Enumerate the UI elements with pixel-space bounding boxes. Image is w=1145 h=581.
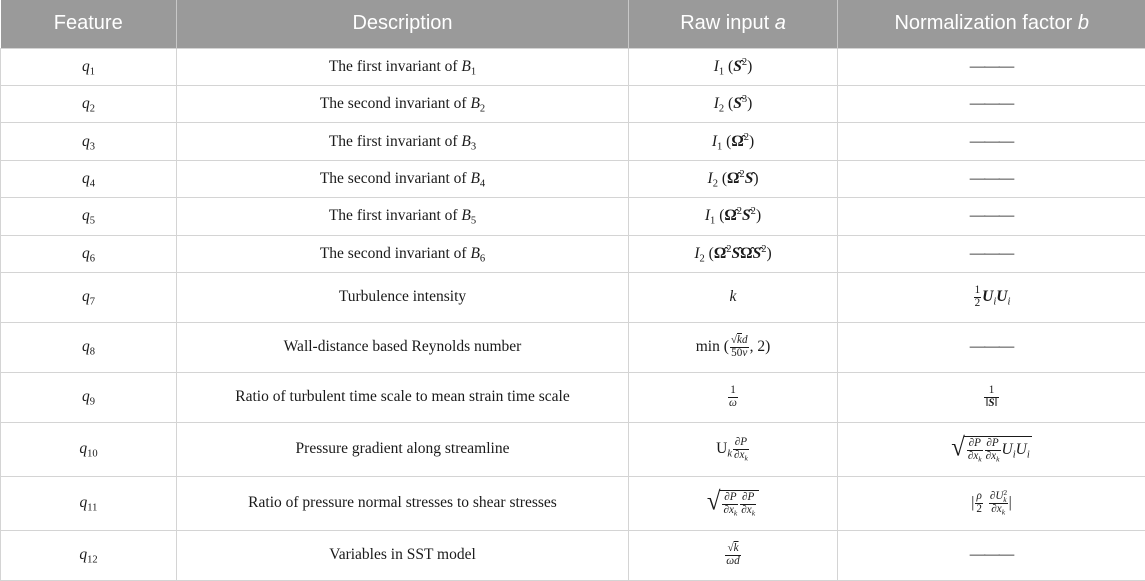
description-cell: The first invariant of $B_5$ (177, 198, 629, 235)
description-cell: The first invariant of $B_1$ (177, 48, 629, 85)
description-cell: The second invariant of $B_6$ (177, 235, 629, 272)
feature-cell: $q_3$ (1, 123, 177, 160)
description-cell: Turbulence intensity (177, 272, 629, 322)
feature-cell: $q_8$ (1, 322, 177, 372)
raw-input-cell: $I_2$ $(S^3)$ (629, 85, 838, 122)
description-cell: The second invariant of $B_4$ (177, 160, 629, 197)
feature-cell: $q_1$ (1, 48, 177, 85)
normalization-cell: ——— (838, 530, 1145, 580)
raw-input-cell: k (629, 272, 838, 322)
feature-cell: $q_{11}$ (1, 476, 177, 530)
raw-input-cell: $\frac{1}{\omega}$ (629, 372, 838, 422)
table-header (1, 0, 1145, 48)
feature-cell: $q_7$ (1, 272, 177, 322)
header-description: Description (177, 0, 629, 48)
normalization-cell: $\frac{1}{‖S‖}$ (838, 372, 1145, 422)
description-cell: Ratio of pressure normal stresses to shear stresses (177, 476, 629, 530)
raw-input-cell: $I_2$ $(\Omega^2S\Omega S^2)$ (629, 235, 838, 272)
description-cell: Variables in SST model (177, 530, 629, 580)
normalization-cell: | $\frac{\rho}{2}$ $\frac{\partial U^2_k}{\partial x_k}$ | (838, 476, 1145, 530)
raw-input-cell: $I_1$ $(\Omega^2S^2)$ (629, 198, 838, 235)
table-row (1, 198, 1145, 235)
header-row (1, 0, 1145, 48)
header-feature: Feature (1, 0, 177, 48)
description-cell: The second invariant of $B_2$ (177, 85, 629, 122)
table-row (1, 85, 1145, 122)
normalization-cell: ——— (838, 48, 1145, 85)
feature-cell: $q_{12}$ (1, 530, 177, 580)
normalization-cell: ——— (838, 85, 1145, 122)
normalization-cell: $\frac{1}{2}$ $U_iU_i$ (838, 272, 1145, 322)
raw-input-cell: $I_1$ $(\Omega^2)$ (629, 123, 838, 160)
feature-cell: $q_2$ (1, 85, 177, 122)
feature-cell: $q_6$ (1, 235, 177, 272)
normalization-cell: √ $\frac{\partial P}{\partial x_k}$ $\frac{\partial P}{\partial x_k}$ $U_iU_i$ (838, 422, 1145, 476)
raw-input-cell: $\frac{√k}{\omega d}$ (629, 530, 838, 580)
table-row (1, 322, 1145, 372)
table-row (1, 422, 1145, 476)
feature-cell: $q_4$ (1, 160, 177, 197)
table-row (1, 530, 1145, 580)
header-normalization: Normalization factor b (838, 0, 1145, 48)
table-row (1, 123, 1145, 160)
table-row (1, 235, 1145, 272)
feature-cell: $q_{10}$ (1, 422, 177, 476)
raw-input-cell: min ( $\frac{√kd}{50\nu}$ , 2) (629, 322, 838, 372)
description-cell: The first invariant of $B_3$ (177, 123, 629, 160)
feature-cell: $q_5$ (1, 198, 177, 235)
description-cell: Wall-distance based Reynolds number (177, 322, 629, 372)
table-row (1, 272, 1145, 322)
description-cell: Ratio of turbulent time scale to mean strain time scale (177, 372, 629, 422)
raw-input-cell: $U_k$ $\frac{\partial P}{\partial x_k}$ (629, 422, 838, 476)
description-cell: Pressure gradient along streamline (177, 422, 629, 476)
table-row (1, 48, 1145, 85)
normalization-cell: ——— (838, 198, 1145, 235)
feature-cell: $q_9$ (1, 372, 177, 422)
raw-input-cell: √ $\frac{\partial P}{\partial x_k}$ $\frac{\partial P}{\partial x_k}$ (629, 476, 838, 530)
normalization-cell: ——— (838, 235, 1145, 272)
raw-input-cell: $I_2$ $(\Omega^2Ŝ)$ (629, 160, 838, 197)
table-body (1, 48, 1145, 581)
table-row (1, 476, 1145, 530)
normalization-cell: ——— (838, 322, 1145, 372)
normalization-cell: ——— (838, 160, 1145, 197)
table-row (1, 160, 1145, 197)
normalization-cell: ——— (838, 123, 1145, 160)
raw-input-cell: $I_1$ $(S^2)$ (629, 48, 838, 85)
table-row (1, 372, 1145, 422)
header-raw-input: Raw input a (629, 0, 838, 48)
